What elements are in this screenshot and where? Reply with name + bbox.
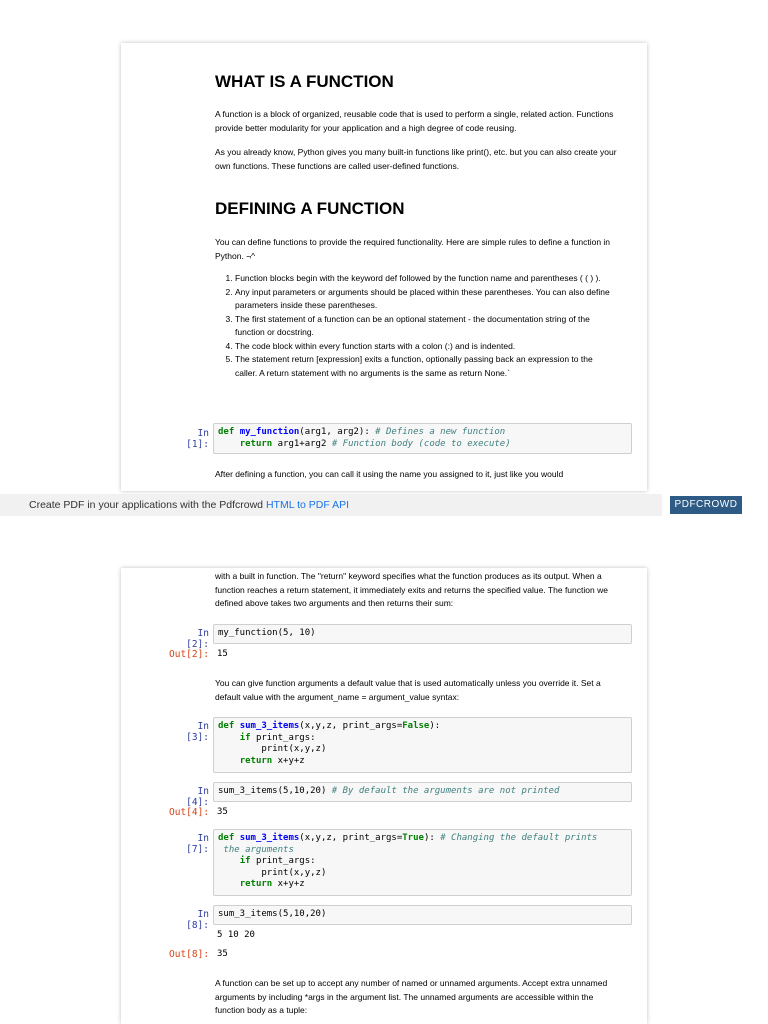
- html-to-pdf-link[interactable]: HTML to PDF API: [265, 499, 349, 511]
- keyword: return: [239, 438, 273, 449]
- output-prompt: Out[4]:: [169, 807, 210, 818]
- code-input[interactable]: [213, 782, 632, 802]
- footer-bar: [0, 494, 662, 516]
- code-input[interactable]: [213, 423, 632, 454]
- function-name: sum_3_items: [239, 833, 300, 843]
- keyword: def: [218, 427, 235, 437]
- input-prompt: In [3]:: [186, 721, 209, 743]
- output-prompt: Out[2]:: [169, 649, 210, 660]
- list-item: 5. The statement return [expression] exits a function, optionally passing back an expression to the caller. A return statement with no arguments is the same as return None.`: [235, 353, 610, 380]
- output-prompt: Out[8]:: [169, 949, 210, 960]
- pdf-page-2: [121, 568, 647, 1024]
- code-comment: # Function body (code to execute): [331, 438, 511, 449]
- keyword: def: [218, 721, 235, 731]
- keyword: return: [239, 879, 273, 889]
- code-text: ):: [429, 721, 441, 731]
- paragraph-function-definition: A function is a block of organized, reusable code that is used to perform a single, related action. Functions provide better modularity for your application and a high degree of code reusing.: [215, 109, 614, 133]
- code-text: (x,y,z, print_args=: [299, 833, 403, 843]
- code-text: (x,y,z, print_args=: [299, 721, 403, 731]
- code-text: print(x,y,z): [261, 867, 327, 878]
- code-text: (arg1, arg2):: [299, 427, 376, 437]
- input-prompt: In [8]:: [186, 909, 209, 931]
- stdout-text: 5 10 20: [217, 930, 255, 940]
- output-value: 15: [217, 649, 228, 659]
- keyword: if: [239, 856, 251, 866]
- footer-text: [29, 499, 349, 511]
- code-comment: # By default the arguments are not printed: [331, 786, 560, 796]
- keyword: if: [239, 732, 251, 743]
- code-text: ):: [423, 833, 441, 843]
- code-input[interactable]: [213, 829, 632, 896]
- code-input[interactable]: sum_3_items(5,10,20): [213, 905, 632, 925]
- paragraph-return-keyword: with a built in function. The "return" keyword specifies what the function produces as its output. When a function reaches a return statement, it immediately exits and returns the specified value. The function we defined above takes two arguments and then returns their sum:: [215, 571, 608, 608]
- code-text: sum_3_items(5,10,20): [218, 786, 332, 796]
- code-comment: the arguments: [223, 844, 294, 855]
- list-item: 1. Function blocks begin with the keyword def followed by the function name and parentheses ( ( ) ).: [235, 272, 610, 286]
- code-text: print_args:: [250, 856, 316, 866]
- list-item: 2. Any input parameters or arguments should be placed within these parentheses. You can also define parameters inside these parentheses.: [235, 286, 610, 313]
- function-name: sum_3_items: [239, 721, 300, 731]
- code-comment: # Defines a new function: [375, 427, 506, 437]
- code-text: print(x,y,z): [261, 744, 327, 754]
- pdfcrowd-footer: [0, 494, 768, 516]
- output-value: 35: [217, 807, 228, 817]
- rules-list: [215, 272, 610, 380]
- output-value: 35: [217, 949, 228, 959]
- paragraph-builtin-functions: As you already know, Python gives you many built-in functions like print(), etc. but you can also create your own functions. These functions are called user-defined functions.: [215, 147, 617, 171]
- footer-label: Create PDF in your applications with the Pdfcrowd: [29, 499, 266, 511]
- paragraph-define-rules-intro: You can define functions to provide the required functionality. Here are simple rules to define a function in Python. ¬^: [215, 237, 611, 261]
- paragraph-default-values: You can give function arguments a default value that is used automatically unless you override it. Set a default value with the argument_name = argument_value syntax:: [215, 678, 601, 702]
- input-prompt: In [7]:: [186, 833, 209, 855]
- list-item: 4. The code block within every function starts with a colon (:) and is indented.: [235, 340, 610, 354]
- pdf-page-1: [121, 43, 647, 491]
- code-text: x+y+z: [272, 755, 305, 766]
- input-prompt: In [2]:: [186, 628, 209, 650]
- function-name: my_function: [239, 427, 300, 437]
- code-input[interactable]: my_function(5, 10): [213, 624, 632, 644]
- code-constant: True: [402, 833, 424, 843]
- keyword: def: [218, 833, 235, 843]
- heading-what-is-a-function: WHAT IS A FUNCTION: [215, 72, 394, 91]
- code-input[interactable]: [213, 717, 632, 773]
- list-item: 3. The first statement of a function can be an optional statement - the documentation string of the function or docstring.: [235, 313, 610, 340]
- code-constant: False: [402, 721, 430, 731]
- code-text: x+y+z: [272, 879, 305, 889]
- paragraph-args: A function can be set up to accept any number of named or unnamed arguments. Accept extra unnamed arguments by including *args in the argument list. The unnamed arguments are accessible within the function body as a tuple:: [215, 978, 608, 1015]
- input-prompt: In [1]:: [186, 428, 209, 450]
- keyword: return: [239, 755, 273, 766]
- heading-defining-a-function: DEFINING A FUNCTION: [215, 199, 405, 218]
- input-prompt: In [4]:: [186, 786, 209, 808]
- code-comment: # Changing the default prints: [440, 833, 598, 843]
- code-text: print_args:: [250, 732, 316, 743]
- pdfcrowd-button[interactable]: PDFCROWD: [670, 496, 742, 514]
- paragraph-calling-function: After defining a function, you can call it using the name you assigned to it, just like you would: [215, 469, 564, 479]
- code-text: arg1+arg2: [272, 438, 332, 449]
